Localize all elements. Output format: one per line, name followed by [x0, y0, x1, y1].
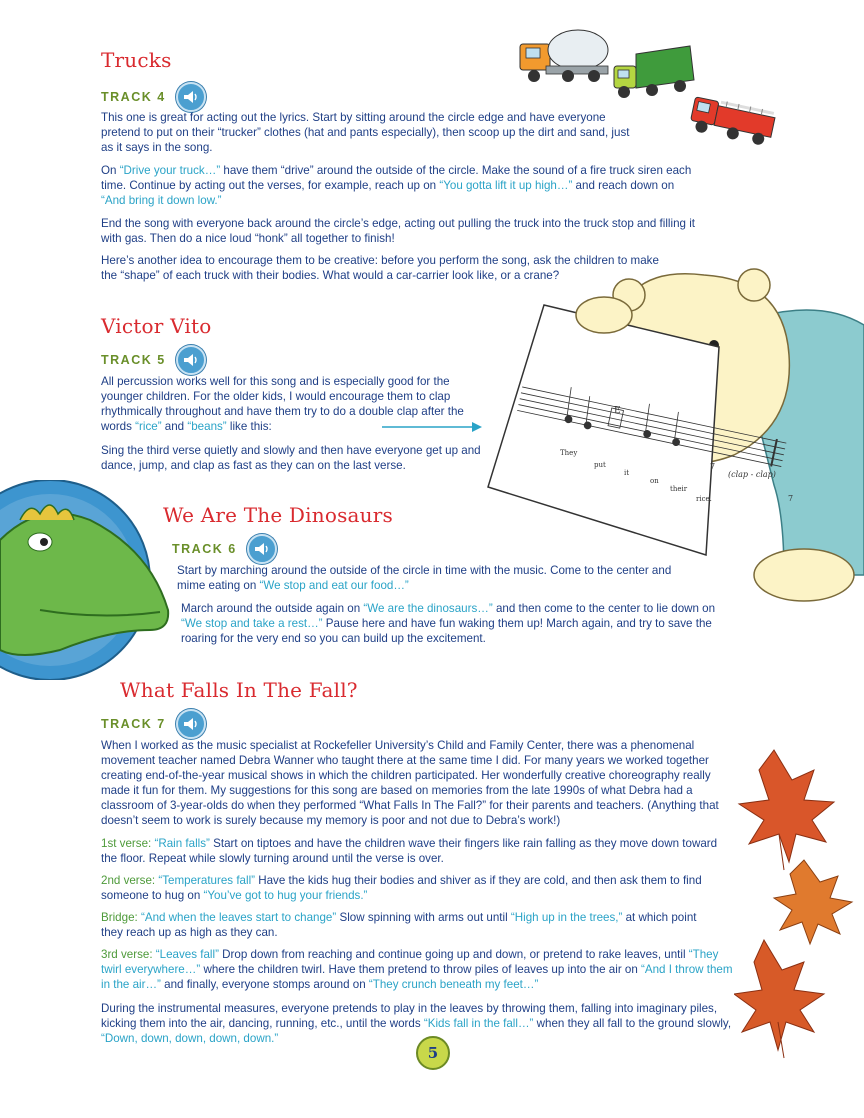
verse-label: Bridge:	[101, 911, 141, 924]
lyric-quote: “We stop and take a rest…”	[181, 617, 323, 630]
sheet-lyric: put	[594, 461, 606, 469]
text-run: March around the outside again on	[181, 602, 364, 615]
paragraph	[181, 601, 737, 646]
speaker-icon[interactable]	[176, 709, 206, 739]
text-run: when they all fall to the ground slowly,	[533, 1017, 732, 1030]
paragraph	[101, 873, 721, 903]
paragraph	[101, 443, 481, 473]
text-run: During the instrumental measures, everyone pretends to play in the leaves by throwing them, falling into imaginary piles, kicking them into the air, dancing, running, etc., until the words	[101, 1002, 718, 1030]
track-number: TRACK 7	[101, 717, 166, 731]
sheet-lyric: They	[560, 449, 578, 457]
text-run: Start on tiptoes and have the children wave their fingers like rain falling as they move down toward the floor. Repeat while slowly turning around until the verse is over.	[101, 837, 718, 865]
paragraph	[101, 253, 661, 283]
lyric-quote: “And when the leaves start to change”	[140, 911, 337, 924]
lyric-quote: “rice”	[135, 420, 162, 433]
track-number: TRACK 6	[172, 542, 237, 556]
lyric-quote: “Temperatures fall”	[158, 874, 256, 887]
sheet-beat: 7	[788, 494, 794, 503]
text-run: at which point they reach up as high as they can.	[101, 911, 697, 939]
track-number: TRACK 5	[101, 353, 166, 367]
section-title: Trucks	[101, 48, 172, 72]
sheet-lyric: it	[624, 469, 630, 477]
text-run: On	[101, 164, 120, 177]
lyric-quote: “And I throw them in the air…”	[101, 963, 733, 991]
lyric-quote: “And bring it down low.”	[101, 194, 222, 207]
text-run: like this:	[226, 420, 272, 433]
lyric-quote: “Leaves fall”	[155, 948, 219, 961]
track-number: TRACK 4	[101, 90, 166, 104]
text-run: Drop down from reaching and continue going up and down, or pretend to rake leaves, until	[218, 948, 689, 961]
verse-label: 1st verse:	[101, 837, 155, 850]
leaf-illustration	[734, 740, 864, 1060]
speaker-icon[interactable]	[247, 534, 277, 564]
sheet-lyric: their	[670, 485, 688, 493]
lyric-quote: “Kids fall in the fall…”	[423, 1017, 534, 1030]
text-run: When I worked as the music specialist at Rockefeller University’s Child and Family Center, there was a phenomenal movement teacher named Debra Wanner who taught there at the same time I did. For many years we worked together creating end-of-the-year musical shows in which the children participated. Her wonderfully creative choreography really made it fun for them. My suggestions for this song are based on memories from the late 1990s of what Debra had a classroom of 3-year-olds do when they performed “What Falls In The Fall?” for their parents and teachers. (Anything that doesn’t seem to work is surely because my memory is poor and not due to Debra’s work!)	[101, 739, 719, 827]
text-run: where the children twirl. Have them pretend to throw piles of leaves up into the air on	[200, 963, 642, 976]
text-run: This one is great for acting out the lyrics. Start by sitting around the circle edge and have everyone pretend to put on their “trucker” clothes (hat and pants especially), then scoop up the dirt and sand, just as it says in the song.	[101, 111, 630, 154]
text-run: Here’s another idea to encourage them to be creative: before you perform the song, ask the children to make the “shape” of each truck with their bodies. What would a car-carrier look like, or a crane?	[101, 254, 659, 282]
track-label	[101, 82, 206, 112]
lyric-quote: “High up in the trees,”	[510, 911, 623, 924]
text-run: Have the kids hug their bodies and shiver as if they are cold, and then ask them to find someone to hug on	[101, 874, 702, 902]
section-title: Victor Vito	[101, 314, 212, 338]
track-label	[101, 345, 206, 375]
paragraph	[101, 216, 697, 246]
lyric-quote: “We are the dinosaurs…”	[363, 602, 493, 615]
lyric-quote: “Drive your truck…”	[119, 164, 221, 177]
verse-label: 2nd verse:	[101, 874, 159, 887]
dinosaur-illustration	[0, 480, 182, 680]
lyric-quote: “They crunch beneath my feet…”	[368, 978, 539, 991]
text-run: Sing the third verse quietly and slowly and then have everyone get up and dance, jump, and clap as fast as they can on the last verse.	[101, 444, 481, 472]
lyric-quote: “They twirl everywhere…”	[101, 948, 719, 976]
text-run: Start by marching around the outside of the circle in time with the music. Come to the center and mime eating on	[177, 564, 672, 592]
text-run: and then come to the center to lie down on	[492, 602, 716, 615]
text-run: and	[161, 420, 188, 433]
sheet-lyric: on	[650, 477, 659, 485]
lyric-quote: “We stop and eat our food…”	[259, 579, 409, 592]
lyric-quote: “Down, down, down, down, down.”	[101, 1032, 279, 1045]
text-run: have them “drive” around the outside of the circle. Make the sound of a fire truck siren each time. Continue by acting out the verses, for example, reach up on	[101, 164, 692, 192]
verse-label: 3rd verse:	[101, 948, 156, 961]
page-number: 5	[416, 1036, 450, 1070]
section-title: What Falls In The Fall?	[120, 678, 358, 702]
paragraph	[101, 374, 481, 434]
paragraph	[101, 836, 721, 866]
paragraph	[101, 947, 741, 992]
paragraph	[101, 163, 697, 208]
sheet-clap-text: (clap - clap)	[728, 470, 776, 479]
lyric-quote: “You’ve got to hug your friends.”	[203, 889, 368, 902]
lyric-quote: “beans”	[187, 420, 227, 433]
text-run: All percussion works well for this song and is especially good for the younger children. For the older kids, I would encourage them to clap rhythmically throughout and have them try to do a double clap after the words	[101, 375, 464, 433]
sheet-chord: E	[614, 406, 621, 416]
text-run: Slow spinning with arms out until	[336, 911, 511, 924]
track-label	[101, 709, 206, 739]
paragraph	[101, 910, 721, 940]
sheet-lyric: rice.	[696, 495, 712, 503]
text-run: Pause here and have fun waking them up! March again, and try to save the roaring for the very end so you can build up the excitement.	[181, 617, 712, 645]
lyric-quote: “Rain falls”	[154, 837, 210, 850]
sheet-beat: 7	[710, 462, 716, 471]
lyric-quote: “You gotta lift it up high…”	[439, 179, 573, 192]
speaker-icon[interactable]	[176, 345, 206, 375]
text-run: End the song with everyone back around the circle’s edge, acting out pulling the truck into the truck stop and filling it with gas. Then do a nice loud “honk” all together to finish!	[101, 217, 695, 245]
paragraph	[101, 1001, 733, 1046]
speaker-icon[interactable]	[176, 82, 206, 112]
text-run: and finally, everyone stomps around on	[160, 978, 369, 991]
paragraph	[101, 738, 733, 828]
text-run: and reach down on	[572, 179, 675, 192]
bear-illustration	[484, 255, 864, 605]
section-title: We Are The Dinosaurs	[163, 503, 393, 527]
paragraph	[101, 110, 641, 155]
track-label	[172, 534, 277, 564]
paragraph	[177, 563, 673, 593]
